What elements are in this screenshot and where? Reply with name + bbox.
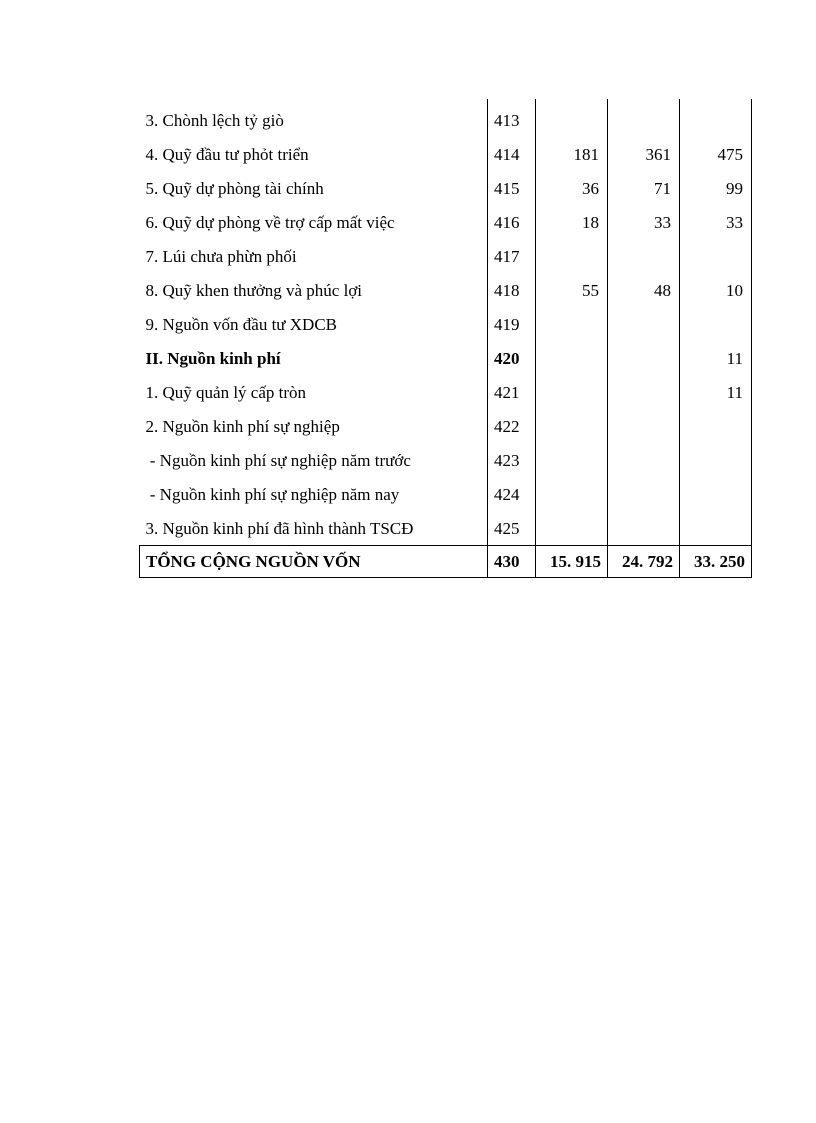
table-row xyxy=(140,307,752,341)
row-value-3: 99 xyxy=(680,171,752,205)
row-value-1 xyxy=(536,443,608,477)
table-row xyxy=(140,273,752,307)
row-value-2 xyxy=(608,99,680,137)
row-label: - Nguồn kinh phí sự nghiệp năm nay xyxy=(140,477,488,511)
row-value-2 xyxy=(608,409,680,443)
table-row xyxy=(140,443,752,477)
total-value-2: 24. 792 xyxy=(608,546,680,578)
table-row xyxy=(140,205,752,239)
row-label: 8. Quỹ khen thưởng và phúc lợi xyxy=(140,273,488,307)
row-label: 1. Quỹ quản lý cấp tròn xyxy=(140,375,488,409)
row-label: II. Nguồn kinh phí xyxy=(140,341,488,375)
row-value-2 xyxy=(608,375,680,409)
row-code: 415 xyxy=(488,171,536,205)
row-value-2 xyxy=(608,443,680,477)
row-value-1: 18 xyxy=(536,205,608,239)
row-label: - Nguồn kinh phí sự nghiệp năm trước xyxy=(140,443,488,477)
row-value-1 xyxy=(536,409,608,443)
row-value-1: 55 xyxy=(536,273,608,307)
row-code: 425 xyxy=(488,511,536,546)
row-value-2 xyxy=(608,511,680,546)
row-value-2 xyxy=(608,341,680,375)
row-code: 416 xyxy=(488,205,536,239)
row-value-1: 36 xyxy=(536,171,608,205)
total-label: TỔNG CỘNG NGUỒN VỐN xyxy=(140,546,488,578)
row-code: 423 xyxy=(488,443,536,477)
row-value-1 xyxy=(536,99,608,137)
table-row xyxy=(140,99,752,137)
row-value-3: 11 xyxy=(680,375,752,409)
row-value-3: 11 xyxy=(680,341,752,375)
table-row xyxy=(140,375,752,409)
row-label: 3. Chònh lệch tỷ giò xyxy=(140,99,488,137)
row-value-2 xyxy=(608,477,680,511)
row-value-3 xyxy=(680,307,752,341)
table-row xyxy=(140,239,752,273)
row-value-1 xyxy=(536,307,608,341)
row-code: 421 xyxy=(488,375,536,409)
row-code: 418 xyxy=(488,273,536,307)
row-value-1 xyxy=(536,375,608,409)
row-value-3 xyxy=(680,443,752,477)
row-value-1: 181 xyxy=(536,137,608,171)
row-value-1 xyxy=(536,477,608,511)
row-value-1 xyxy=(536,341,608,375)
table-row xyxy=(140,409,752,443)
row-code: 414 xyxy=(488,137,536,171)
row-label: 6. Quỹ dự phòng về trợ cấp mất việc xyxy=(140,205,488,239)
row-label: 5. Quỹ dự phòng tài chính xyxy=(140,171,488,205)
total-code: 430 xyxy=(488,546,536,578)
total-row xyxy=(140,546,752,578)
total-value-1: 15. 915 xyxy=(536,546,608,578)
table-row xyxy=(140,171,752,205)
row-value-3 xyxy=(680,477,752,511)
row-value-1 xyxy=(536,239,608,273)
row-label: 3. Nguồn kinh phí đã hình thành TSCĐ xyxy=(140,511,488,546)
row-code: 413 xyxy=(488,99,536,137)
row-value-2 xyxy=(608,307,680,341)
row-value-2: 71 xyxy=(608,171,680,205)
total-value-3: 33. 250 xyxy=(680,546,752,578)
row-code: 424 xyxy=(488,477,536,511)
row-value-3 xyxy=(680,409,752,443)
row-value-3 xyxy=(680,239,752,273)
row-code: 420 xyxy=(488,341,536,375)
row-value-3: 33 xyxy=(680,205,752,239)
row-value-2: 48 xyxy=(608,273,680,307)
capital-sources-table xyxy=(139,99,752,578)
table-row xyxy=(140,137,752,171)
row-label: 2. Nguồn kinh phí sự nghiệp xyxy=(140,409,488,443)
row-label: 9. Nguồn vốn đầu tư XDCB xyxy=(140,307,488,341)
row-value-1 xyxy=(536,511,608,546)
row-value-3 xyxy=(680,511,752,546)
row-label: 4. Quỹ đầu tư phỏt triển xyxy=(140,137,488,171)
table-row xyxy=(140,477,752,511)
row-value-2: 361 xyxy=(608,137,680,171)
row-value-3: 475 xyxy=(680,137,752,171)
table-row xyxy=(140,511,752,546)
row-code: 419 xyxy=(488,307,536,341)
row-value-2 xyxy=(608,239,680,273)
row-code: 422 xyxy=(488,409,536,443)
row-label: 7. Lúi chưa phừn phối xyxy=(140,239,488,273)
row-value-3: 10 xyxy=(680,273,752,307)
row-value-3 xyxy=(680,99,752,137)
row-code: 417 xyxy=(488,239,536,273)
balance-sheet-fragment xyxy=(139,99,751,578)
section-header-row xyxy=(140,341,752,375)
row-value-2: 33 xyxy=(608,205,680,239)
